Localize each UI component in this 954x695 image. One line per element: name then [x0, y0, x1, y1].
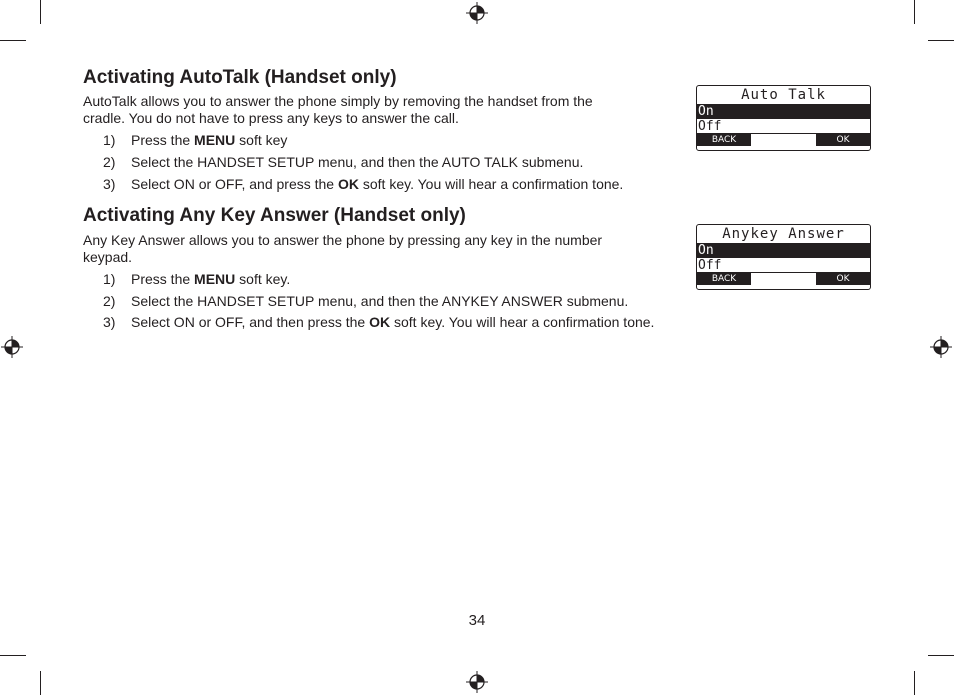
lcd-option-off: Off: [697, 258, 870, 273]
lcd-screen-anykey: [696, 224, 871, 290]
crop-mark-icon: [0, 40, 26, 41]
section-intro-autotalk: [83, 93, 663, 127]
crop-mark-icon: [914, 671, 915, 695]
step-text: Select the HANDSET SETUP menu, and then the ANYKEY ANSWER submenu.: [131, 293, 629, 309]
registration-mark-icon: [1, 336, 23, 358]
crop-mark-icon: [914, 0, 915, 24]
step-number: 1): [103, 271, 116, 287]
step-text: Select the HANDSET SETUP menu, and then the AUTO TALK submenu.: [131, 154, 584, 170]
lcd-screen-autotalk: [696, 85, 871, 151]
step-number: 3): [103, 314, 116, 330]
registration-mark-icon: [466, 2, 488, 24]
crop-mark-icon: [928, 40, 954, 41]
lcd-header: Auto Talk: [741, 87, 826, 103]
step-text: Select ON or OFF, and press the OK soft key. You will hear a confirmation tone.: [131, 176, 624, 192]
crop-mark-icon: [40, 0, 41, 24]
step-text: Press the MENU soft key: [131, 132, 288, 148]
crop-mark-icon: [928, 655, 954, 656]
intro-line: cradle. You do not have to press any keys to answer the call.: [83, 110, 459, 126]
intro-line: keypad.: [83, 249, 133, 265]
lcd-option-on: On: [697, 104, 870, 119]
back-soft-key: BACK: [697, 273, 751, 285]
crop-mark-icon: [0, 655, 26, 656]
step-text: Press the MENU soft key.: [131, 271, 291, 287]
section-title-anykey: Activating Any Key Answer (Handset only): [83, 205, 466, 226]
ok-soft-key: OK: [816, 134, 870, 146]
intro-line: Any Key Answer allows you to answer the phone by pressing any key in the number: [83, 232, 603, 248]
back-soft-key: BACK: [697, 134, 751, 146]
page-number: 34: [468, 612, 486, 629]
step-number: 2): [103, 154, 116, 170]
intro-line: AutoTalk allows you to answer the phone simply by removing the handset from the: [83, 93, 593, 109]
registration-mark-icon: [930, 336, 952, 358]
step-number: 1): [103, 132, 116, 148]
step-number: 3): [103, 176, 116, 192]
crop-mark-icon: [40, 671, 41, 695]
ok-soft-key: OK: [816, 273, 870, 285]
section-intro-anykey: [83, 232, 663, 266]
step-text: Select ON or OFF, and then press the OK soft key. You will hear a confirmation tone.: [131, 314, 655, 330]
registration-mark-icon: [466, 671, 488, 693]
lcd-header: Anykey Answer: [722, 226, 845, 242]
lcd-option-off: Off: [697, 119, 870, 134]
step-number: 2): [103, 293, 116, 309]
lcd-option-on: On: [697, 243, 870, 258]
section-title-autotalk: Activating AutoTalk (Handset only): [83, 67, 397, 88]
